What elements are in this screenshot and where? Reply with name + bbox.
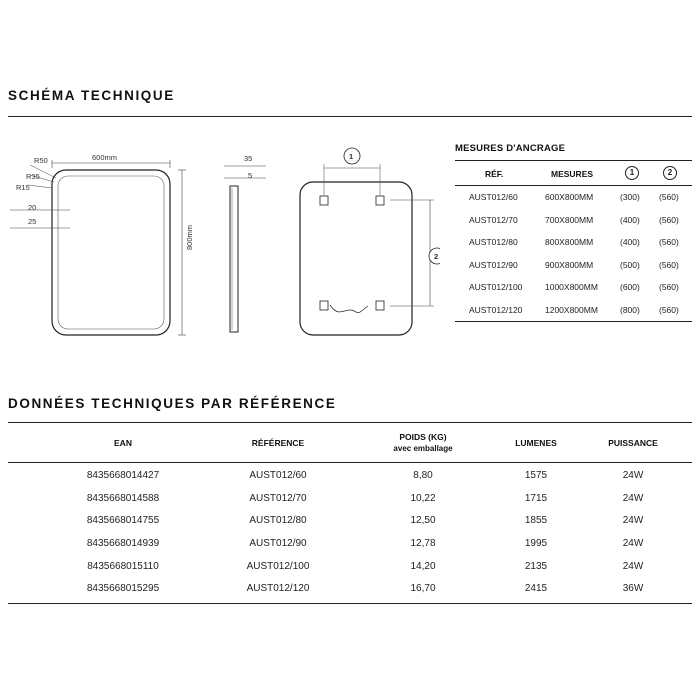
tech-cell-power: 24W	[622, 538, 644, 550]
tech-cell-lumens: 1855	[524, 515, 548, 527]
tech-cell-power: 36W	[622, 583, 644, 595]
tech-header-ref: RÉFÉRENCE	[251, 438, 305, 448]
anchor-cell-marker-2: (560)	[659, 259, 679, 270]
tech-cell-ean: 8435668014427	[86, 470, 160, 481]
technical-drawing	[0, 120, 440, 350]
tech-cell-ref: AUST012/70	[249, 492, 307, 504]
anchor-cell-measures: 800X800MM	[545, 237, 594, 247]
anchor-cell-measures: 1000X800MM	[545, 282, 598, 292]
radius-50-label: R50	[34, 156, 48, 165]
back-marker-2: 2	[434, 252, 439, 261]
anchor-header-measures: MESURES	[551, 169, 594, 179]
anchor-cell-marker-1: (500)	[620, 259, 640, 270]
anchor-header-marker-2: 2	[663, 166, 677, 180]
anchor-cell-marker-1: (600)	[620, 282, 640, 292]
tech-cell-weight: 8,80	[413, 470, 433, 481]
anchor-cell-marker-2: (560)	[659, 192, 679, 202]
side-depth-outer-label: 35	[244, 154, 253, 163]
tech-cell-lumens: 1715	[524, 492, 548, 504]
anchor-cell-marker-1: (300)	[620, 192, 640, 202]
tech-row	[8, 465, 692, 488]
tech-cell-power: 24W	[622, 515, 644, 527]
front-height-label: 800mm	[185, 224, 194, 250]
inset-20-label: 20	[28, 203, 37, 212]
schema-divider	[8, 116, 692, 117]
tech-table	[8, 430, 692, 604]
tech-cell-ref: AUST012/60	[249, 470, 307, 481]
side-depth-inner-label: 5	[248, 171, 253, 180]
tech-cell-ean: 8435668015295	[86, 583, 160, 595]
schema-title: SCHÉMA TECHNIQUE	[8, 88, 175, 103]
anchor-cell-ref: AUST012/80	[469, 237, 518, 247]
anchor-cell-ref: AUST012/120	[469, 304, 523, 315]
tech-cell-lumens: 2415	[524, 583, 548, 595]
anchor-table	[455, 160, 692, 322]
anchor-row	[455, 186, 692, 209]
anchor-row	[455, 231, 692, 254]
anchor-cell-ref: AUST012/100	[469, 282, 523, 292]
anchor-cell-measures: 1200X800MM	[545, 304, 598, 315]
anchor-cell-marker-2: (560)	[659, 214, 679, 225]
tech-cell-ref: AUST012/90	[249, 538, 307, 550]
anchor-cell-ref: AUST012/90	[469, 259, 518, 270]
anchor-header-ref: RÉF.	[485, 169, 504, 179]
tech-cell-weight: 10,22	[410, 492, 436, 504]
tech-cell-weight: 14,20	[410, 560, 436, 572]
tech-cell-power: 24W	[622, 560, 644, 572]
tech-cell-power: 24W	[622, 470, 644, 481]
tech-cell-ean: 8435668015110	[87, 560, 159, 572]
tech-header-row	[8, 430, 692, 462]
anchor-header-marker-1: 1	[625, 166, 639, 180]
tech-header-ean: EAN	[114, 438, 132, 448]
anchor-cell-marker-1: (800)	[620, 304, 640, 315]
tech-header-weight: POIDS (KG)	[399, 432, 447, 442]
tech-row	[8, 556, 692, 579]
tech-cell-weight: 16,70	[410, 583, 436, 595]
tech-cell-ref: AUST012/80	[249, 515, 307, 527]
tech-rows	[8, 463, 692, 601]
anchor-cell-measures: 900X800MM	[545, 259, 594, 270]
anchor-cell-ref: AUST012/60	[469, 192, 518, 202]
anchor-row	[455, 254, 692, 277]
front-width-label: 600mm	[92, 153, 118, 162]
tech-cell-power: 24W	[622, 492, 644, 504]
tech-cell-weight: 12,78	[410, 538, 436, 550]
anchor-header-row	[455, 161, 692, 185]
tech-row	[8, 488, 692, 511]
tech-cell-lumens: 1995	[524, 538, 548, 550]
inset-25-label: 25	[28, 217, 37, 226]
anchor-row	[455, 209, 692, 232]
tech-cell-lumens: 2135	[524, 560, 548, 572]
tech-header-weight-sub: avec emballage	[393, 444, 453, 453]
back-marker-1: 1	[349, 152, 354, 161]
front-view	[10, 160, 186, 335]
data-title: DONNÉES TECHNIQUES PAR RÉFÉRENCE	[8, 396, 337, 411]
back-view	[300, 148, 440, 335]
data-divider	[8, 422, 692, 423]
anchor-rows	[455, 186, 692, 321]
tech-cell-ref: AUST012/120	[246, 583, 310, 595]
anchor-cell-measures: 700X800MM	[545, 214, 594, 225]
anchor-row	[455, 299, 692, 322]
tech-cell-weight: 12,50	[410, 515, 436, 527]
tech-cell-ean: 8435668014588	[86, 492, 160, 504]
tech-row	[8, 510, 692, 533]
anchor-cell-ref: AUST012/70	[469, 214, 518, 225]
tech-header-power: PUISSANCE	[608, 438, 658, 448]
radius-35-label: R35	[26, 172, 40, 181]
tech-row	[8, 578, 692, 601]
anchor-cell-marker-2: (560)	[659, 237, 679, 247]
anchor-cell-marker-1: (400)	[620, 237, 640, 247]
radius-15-label: R15	[16, 183, 30, 192]
tech-cell-lumens: 1575	[524, 470, 548, 481]
side-view	[224, 166, 266, 332]
anchor-cell-marker-1: (400)	[620, 214, 640, 225]
tech-header-lumens: LUMENES	[515, 438, 557, 448]
tech-cell-ean: 8435668014939	[86, 538, 160, 550]
anchor-cell-marker-2: (560)	[659, 304, 679, 315]
anchor-cell-marker-2: (560)	[659, 282, 679, 292]
tech-cell-ref: AUST012/100	[246, 560, 310, 572]
anchor-title: MESURES D'ANCRAGE	[455, 143, 566, 154]
tech-row	[8, 533, 692, 556]
anchor-row	[455, 276, 692, 299]
anchor-cell-measures: 600X800MM	[545, 192, 594, 202]
tech-cell-ean: 8435668014755	[86, 515, 160, 527]
